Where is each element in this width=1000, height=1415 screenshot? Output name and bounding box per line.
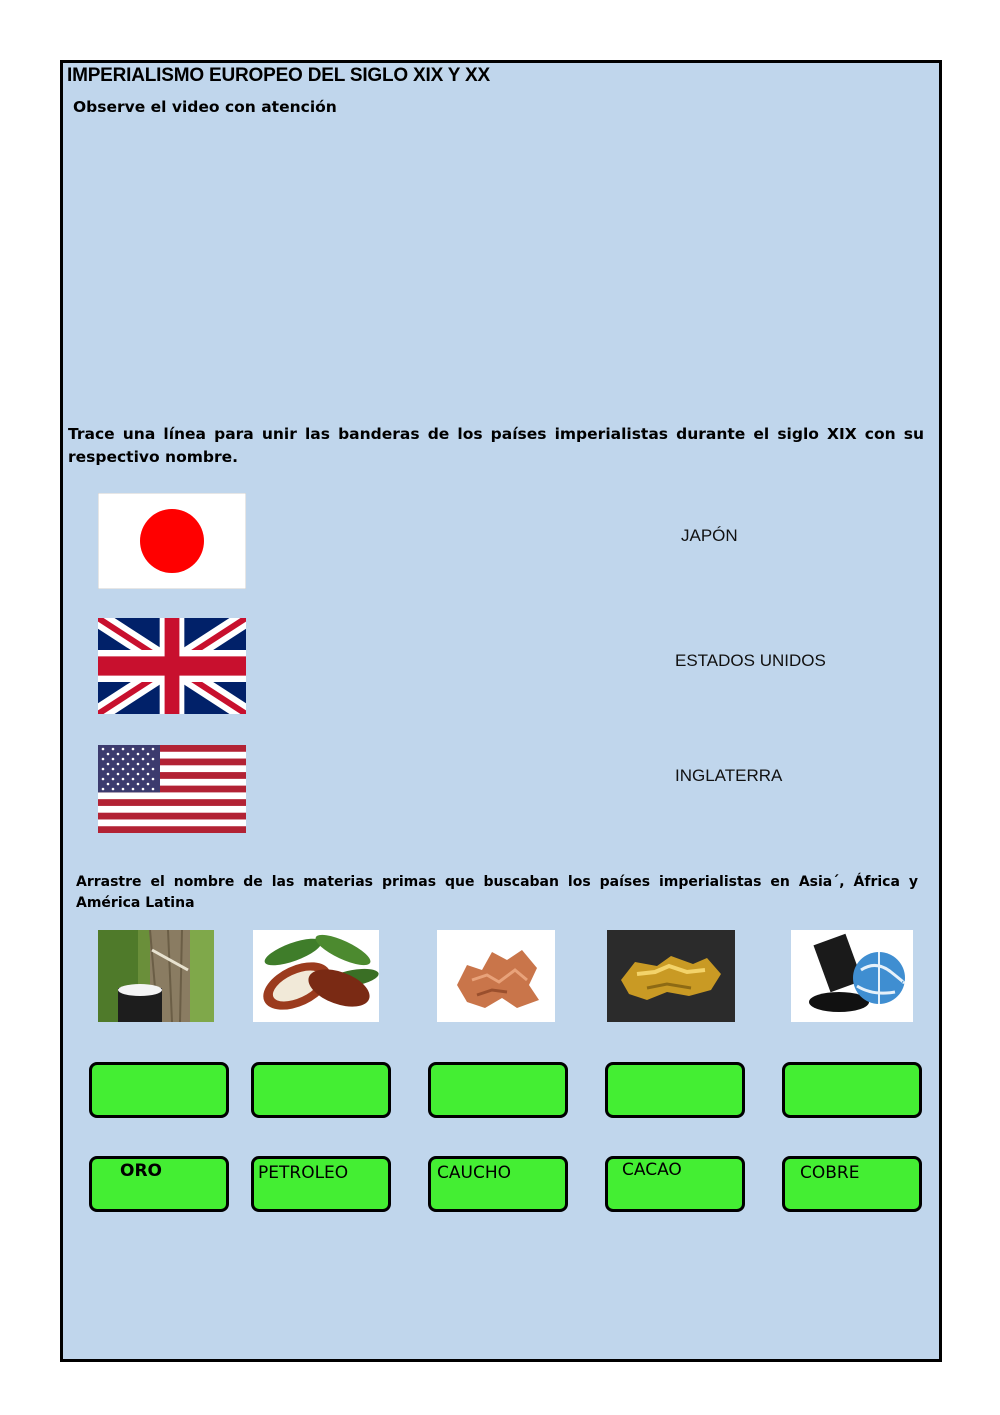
draggable-word-petroleo[interactable] bbox=[251, 1156, 391, 1212]
worksheet bbox=[60, 60, 942, 1362]
drop-target-4[interactable] bbox=[605, 1062, 745, 1118]
drop-target-1[interactable] bbox=[89, 1062, 229, 1118]
draggable-word-cacao[interactable] bbox=[605, 1156, 745, 1212]
usa-flag-icon[interactable] bbox=[98, 745, 246, 833]
word-label: COBRE bbox=[800, 1163, 860, 1183]
word-label: CAUCHO bbox=[437, 1163, 511, 1183]
drop-target-2[interactable] bbox=[251, 1062, 391, 1118]
rubber-tapping-icon bbox=[98, 930, 214, 1022]
draggable-word-oro[interactable] bbox=[89, 1156, 229, 1212]
country-label-japon[interactable]: JAPÓN bbox=[681, 526, 738, 545]
word-label: PETROLEO bbox=[258, 1163, 349, 1183]
draggable-word-caucho[interactable] bbox=[428, 1156, 568, 1212]
drop-target-5[interactable] bbox=[782, 1062, 922, 1118]
cacao-pod-icon bbox=[253, 930, 379, 1022]
word-label: ORO bbox=[120, 1161, 162, 1181]
country-label-inglaterra[interactable]: INGLATERRA bbox=[675, 766, 783, 785]
drop-target-3[interactable] bbox=[428, 1062, 568, 1118]
copper-ore-icon bbox=[437, 930, 555, 1022]
word-label: CACAO bbox=[622, 1160, 682, 1180]
japan-flag-icon[interactable] bbox=[98, 493, 246, 589]
country-label-estados-unidos[interactable]: ESTADOS UNIDOS bbox=[675, 651, 826, 670]
gold-nugget-icon bbox=[607, 930, 735, 1022]
drag-instruction: Arrastre el nombre de las materias primas que buscaban los países imperialistas en Asia´, África y América Latina bbox=[76, 874, 918, 911]
united-kingdom-flag-icon[interactable] bbox=[98, 618, 246, 714]
oil-barrel-globe-icon bbox=[791, 930, 913, 1022]
draggable-word-cobre[interactable] bbox=[782, 1156, 922, 1212]
matching-instruction: Trace una línea para unir las banderas de los países imperialistas durante el siglo XIX con su respectivo nombre. bbox=[68, 425, 924, 466]
page-title: IMPERIALISMO EUROPEO DEL SIGLO XIX Y XX bbox=[67, 65, 490, 86]
video-instruction: Observe el video con atención bbox=[73, 98, 337, 116]
